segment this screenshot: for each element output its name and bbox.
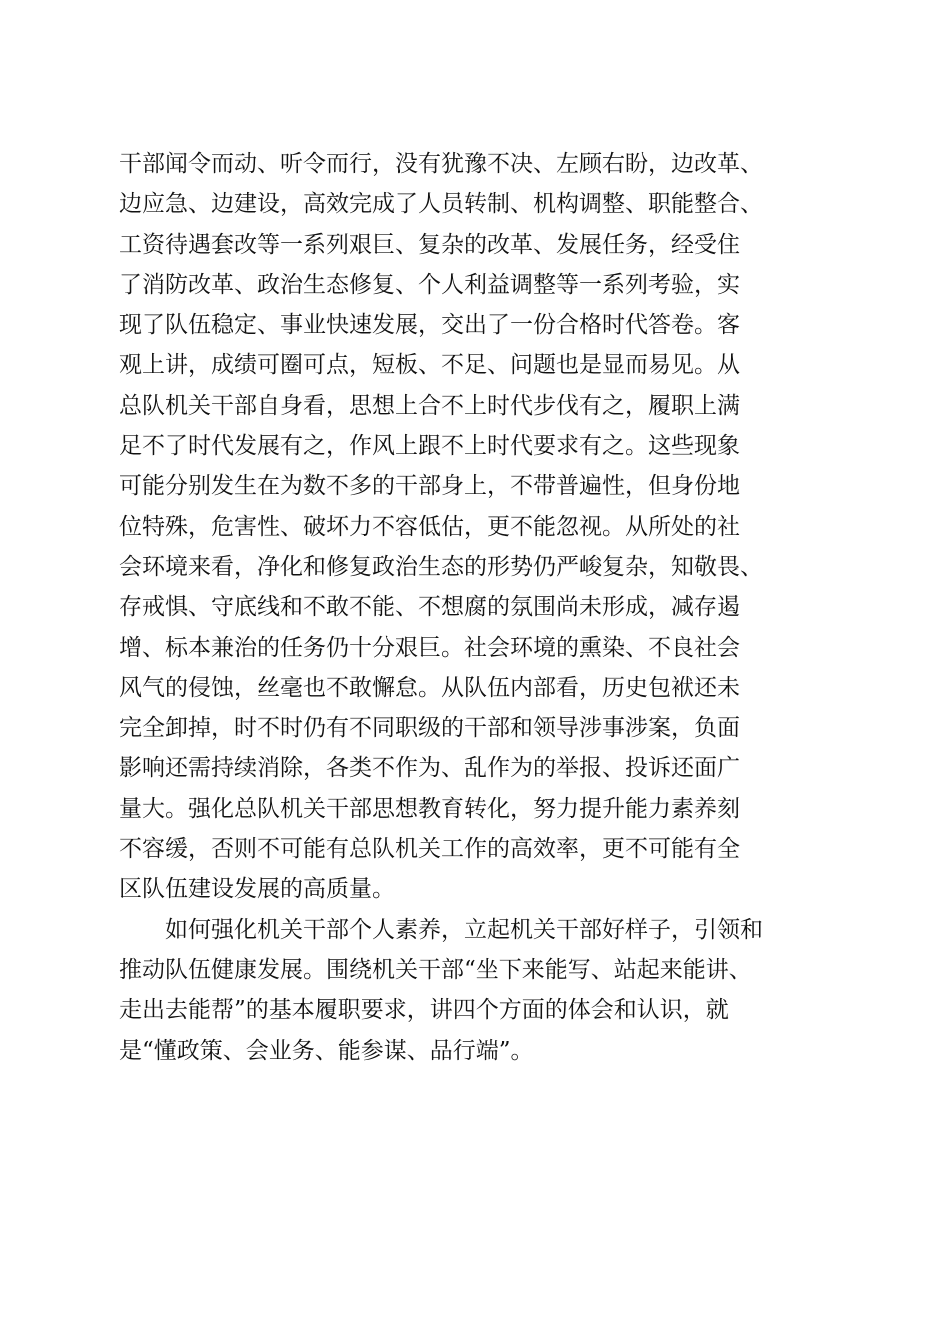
text-line: 推动队伍健康发展。围绕机关干部“坐下来能写、站起来能讲、 (119, 956, 752, 983)
text-line: 风气的侵蚀，丝毫也不敢懈怠。从队伍内部看，历史包袱还未 (119, 674, 740, 701)
text-line: 工资待遇套改等一系列艰巨、复杂的改革、发展任务，经受住 (119, 231, 740, 258)
text-line: 区队伍建设发展的高质量。 (119, 876, 395, 903)
text-line: 量大。强化总队机关干部思想教育转化，努力提升能力素养刻 (119, 795, 740, 822)
paragraph-1 (119, 144, 879, 910)
text-line: 不容缓，否则不可能有总队机关工作的高效率，更不可能有全 (119, 836, 740, 863)
text-line: 干部闻令而动、听令而行，没有犹豫不决、左顾右盼，边改革、 (119, 151, 763, 177)
paragraph-2 (119, 910, 879, 1071)
text-line: 如何强化机关干部个人素养，立起机关干部好样子，引领和 (119, 916, 763, 943)
text-line: 了消防改革、政治生态修复、个人利益调整等一系列考验，实 (119, 271, 740, 298)
text-line: 存戒惧、守底线和不敢不能、不想腐的氛围尚未形成，减存遏 (119, 594, 740, 621)
text-line: 走出去能帮”的基本履职要求，讲四个方面的体会和认识，就 (119, 997, 729, 1024)
text-line: 边应急、边建设，高效完成了人员转制、机构调整、职能整合、 (119, 191, 763, 218)
text-line: 完全卸掉，时不时仍有不同职级的干部和领导涉事涉案，负面 (119, 715, 740, 742)
text-line: 观上讲，成绩可圈可点，短板、不足、问题也是显而易见。从 (119, 352, 740, 379)
text-line: 位特殊，危害性、破坏力不容低估，更不能忽视。从所处的社 (119, 513, 740, 540)
text-line: 现了队伍稳定、事业快速发展，交出了一份合格时代答卷。客 (119, 312, 740, 339)
text-line: 会环境来看，净化和修复政治生态的形势仍严峻复杂，知敬畏、 (119, 553, 763, 580)
text-line: 是“懂政策、会业务、能参谋、品行端”。 (119, 1037, 534, 1064)
text-line: 总队机关干部自身看，思想上合不上时代步伐有之，履职上满 (119, 392, 740, 419)
text-line: 影响还需持续消除，各类不作为、乱作为的举报、投诉还面广 (119, 755, 740, 782)
text-line: 可能分别发生在为数不多的干部身上，不带普遍性，但身份地 (119, 473, 740, 500)
text-line: 足不了时代发展有之，作风上跟不上时代要求有之。这些现象 (119, 433, 740, 460)
text-line: 增、标本兼治的任务仍十分艰巨。社会环境的熏染、不良社会 (119, 634, 740, 661)
body-text (119, 144, 879, 1071)
